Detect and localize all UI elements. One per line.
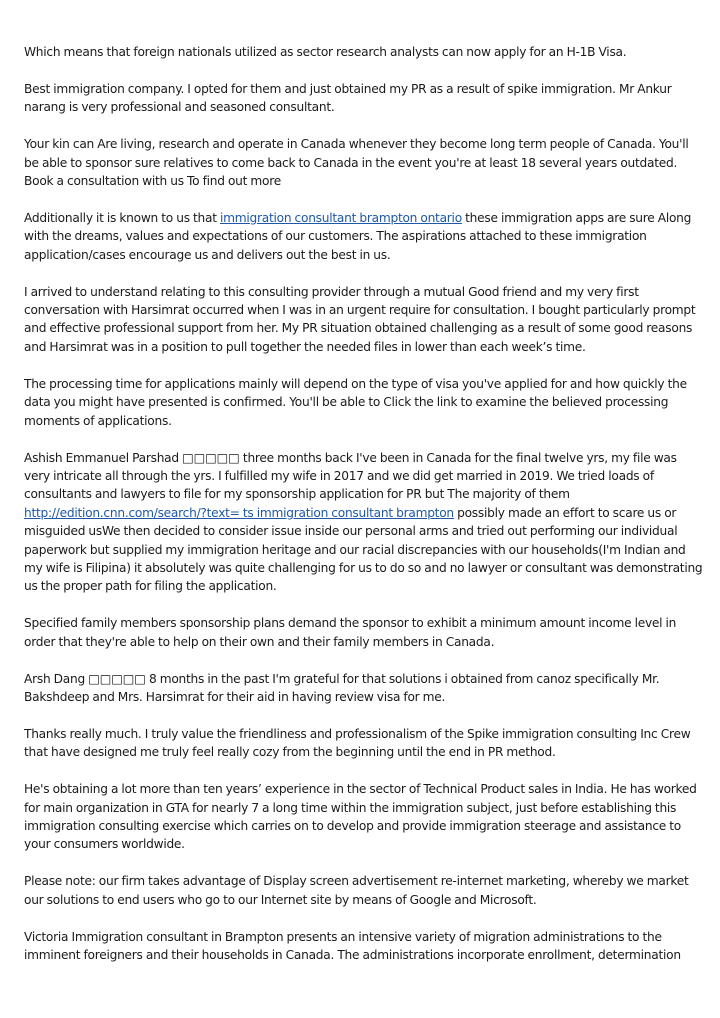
rating-stars-icon: □□□□□	[182, 450, 240, 465]
paragraph-experience: He's obtaining a lot more than ten years’ experience in the sector of Technical Product sales in India. He has worked for main organization in GTA for nearly 7 a long time within the immigration subject, just before establishing this immigration consulting exercise which carries on to develop and provide immigration steerage and assistance to your consumers worldwide.	[24, 782, 697, 852]
reviewer-name: Ashish Emmanuel Parshad	[24, 450, 183, 465]
document-body	[24, 43, 704, 983]
paragraph-aspirations	[24, 209, 704, 264]
paragraph-review-harsimrat: I arrived to understand relating to this consulting provider through a mutual Good friend and my very first conversation with Harsimrat occurred when I was in an urgent require for consultation. I bought particularly prompt and effective professional support from her. My PR situation obtained challenging as a result of some good reasons and Harsimrat was in a position to pull together the needed files in lower than each week’s time.	[24, 284, 696, 354]
reviewer-name: Arsh Dang	[24, 671, 89, 686]
paragraph-thanks-spike: Thanks really much. I truly value the friendliness and professionalism of the Spike immigration consulting Inc Crew that have designed me truly feel really cozy from the beginning until the end in PR method.	[24, 726, 691, 760]
paragraph-text: these immigration apps are sure Along with the dreams, values and expectations of our customers. The aspirations attached to these immigration application/cases encourage us and delivers out the best in us.	[24, 210, 692, 262]
link-immigration-consultant-brampton-ontario[interactable]: immigration consultant brampton ontario	[220, 210, 462, 225]
paragraph-text: 8 months in the past I'm grateful for that solutions i obtained from canoz specifically Mr. Bakshdeep and Mrs. Harsimrat for their aid in having review visa for me.	[24, 671, 660, 704]
paragraph-h1b-visa: Which means that foreign nationals utilized as sector research analysts can now apply for an H-1B Visa.	[24, 45, 627, 59]
paragraph-text: three months back I've been in Canada for the final twelve yrs, my file was very intricate all through the yrs. I fulfilled my wife in 2017 and we did get married in 2019. We tried loads of consultants and lawyers to file for my sponsorship application for PR but The majority of them	[24, 450, 677, 502]
paragraph-kin-canada: Your kin can Are living, research and operate in Canada whenever they become long term people of Canada. You'll be able to sponsor sure relatives to come back to Canada in the event you're at least 18 several years outdated. Book a consultation with us To find out more	[24, 137, 689, 189]
paragraph-family-sponsorship: Specified family members sponsorship plans demand the sponsor to exhibit a minimum amount income level in order that they're able to help on their own and their family members in Canada.	[24, 616, 677, 649]
paragraph-processing-time: The processing time for applications mainly will depend on the type of visa you've applied for and how quickly the data you might have presented is confirmed. You'll be able to Click the link to examine the believed processing moments of applications.	[24, 376, 687, 428]
paragraph-victoria-immigration: Victoria Immigration consultant in Brampton presents an intensive variety of migration administrations to the imminent foreigners and their households in Canada. The administrations incorporate enrollment, determination	[24, 929, 681, 963]
rating-stars-icon: □□□□□	[88, 671, 146, 686]
link-cnn-search[interactable]: http://edition.cnn.com/search/?text= ts immigration consultant brampton	[24, 505, 454, 520]
paragraph-review-arsh	[24, 670, 704, 707]
paragraph-text: possibly made an effort to scare us or misguided usWe then decided to consider issue inside our personal arms and tried out performing our individual paperwork but supplied my immigration heritage and our racial discrepancies with our households(I'm Indian and my wife is Filipina) it absolutely was quite challenging for us to do so and no lawyer or consultant was demonstrating us the proper path for filing the application.	[24, 505, 703, 594]
paragraph-text: Additionally it is known to us that	[24, 210, 220, 225]
paragraph-review-ankur: Best immigration company. I opted for them and just obtained my PR as a result of spike immigration. Mr Ankur narang is very professional and seasoned consultant.	[24, 81, 672, 115]
paragraph-please-note: Please note: our firm takes advantage of Display screen advertisement re-internet marketing, whereby we market our solutions to end users who go to our Internet site by means of Google and Microsoft.	[24, 874, 689, 907]
paragraph-review-ashish	[24, 449, 704, 596]
